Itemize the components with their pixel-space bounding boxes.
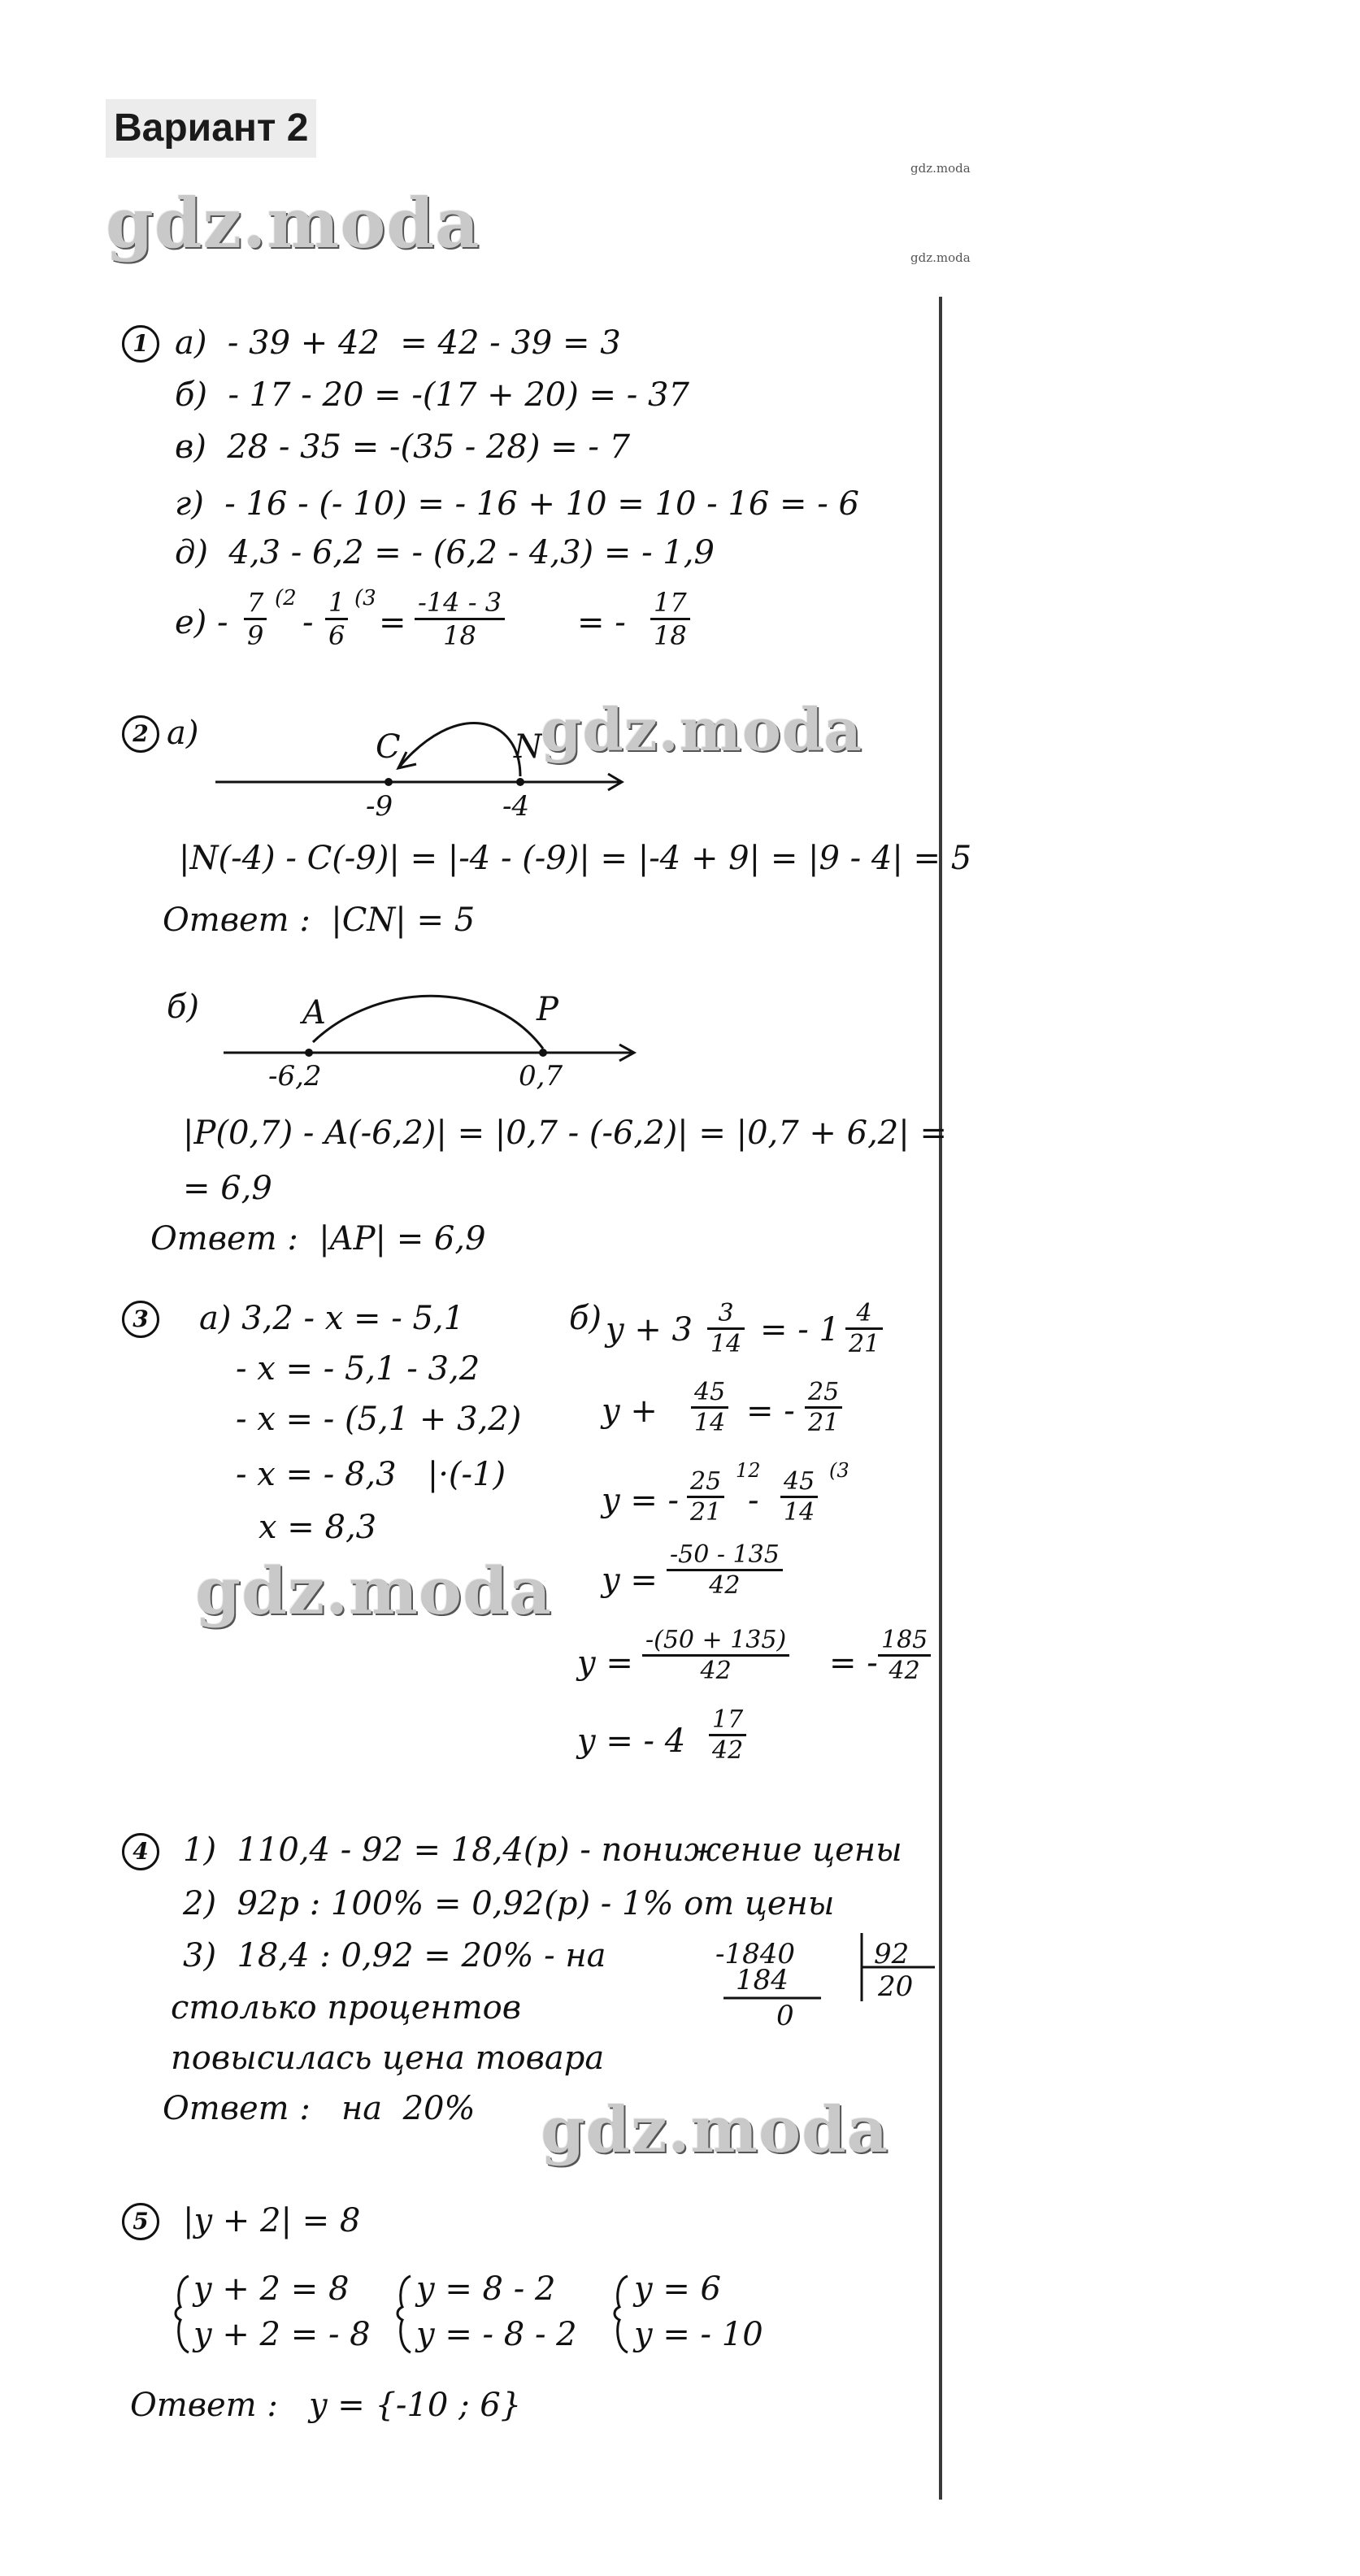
tick-label: -4 <box>502 790 530 823</box>
task-line: |y + 2| = 8 <box>183 2202 361 2239</box>
subtask-label: б) <box>569 1300 602 1337</box>
tick-label: 0,7 <box>519 1060 563 1093</box>
watermark-logo: gdz.moda <box>195 1553 552 1629</box>
fraction: $\frac{-14 - 3}{18}$ <box>415 587 505 651</box>
fraction: $\frac{25}{21}$ <box>805 1378 842 1437</box>
task-line: x = 8,3 <box>259 1509 377 1546</box>
task-line: а) 3,2 - x = - 5,1 <box>199 1300 465 1337</box>
task-number: 1 <box>122 325 159 363</box>
brace <box>176 2276 189 2352</box>
task-line: - x = - (5,1 + 3,2) <box>236 1401 522 1438</box>
task-line: б) - 17 - 20 = -(17 + 20) = - 37 <box>175 376 689 414</box>
equation-part: y = - 4 <box>577 1722 686 1760</box>
brace <box>398 2276 411 2352</box>
equation-part: y + 3 <box>606 1311 693 1349</box>
division-dividend: -1840 <box>715 1938 796 1970</box>
margin-line <box>939 297 942 2500</box>
task-line: в) 28 - 35 = -(35 - 28) = - 7 <box>175 428 631 466</box>
equation-part: y = - <box>602 1482 680 1519</box>
fraction: $\frac{1}{6}$ <box>325 587 348 651</box>
answer-line: Ответ : |CN| = 5 <box>163 901 476 939</box>
arc-arrow <box>398 723 520 776</box>
task-line: повысилась цена товара <box>171 2040 605 2077</box>
point-n-dot <box>516 778 524 786</box>
equation-part: = - <box>746 1392 795 1430</box>
fraction: $\frac{7}{9}$ <box>244 587 267 651</box>
arc-arrowhead <box>398 752 416 768</box>
fraction: $\frac{17}{18}$ <box>650 587 690 651</box>
task-number: 3 <box>122 1301 159 1338</box>
variant-title: Вариант 2 <box>106 99 316 158</box>
watermark-logo: gdz.moda <box>106 183 480 263</box>
axis-arrow <box>619 1045 634 1061</box>
division-subtrahend: 184 <box>736 1964 789 1996</box>
equation-part: = - <box>829 1644 878 1682</box>
task-line: 1) 110,4 - 92 = 18,4(р) - понижение цены <box>183 1831 902 1869</box>
brace <box>615 2276 628 2352</box>
task-line: е) - <box>175 604 228 641</box>
equation-part: y = <box>577 1644 633 1682</box>
system-line: y = - 10 <box>634 2316 763 2353</box>
fraction: $\frac{3}{14}$ <box>707 1299 745 1358</box>
factor-superscript: 12 <box>736 1459 761 1482</box>
fraction: $\frac{-(50 + 135)}{42}$ <box>642 1626 789 1685</box>
task-number: 4 <box>122 1833 159 1870</box>
fraction: $\frac{4}{21}$ <box>845 1299 883 1358</box>
system-line: y = 6 <box>634 2270 721 2308</box>
system-line: y = - 8 - 2 <box>416 2316 577 2353</box>
point-p-dot <box>539 1049 547 1057</box>
system-line: y = 8 - 2 <box>416 2270 556 2308</box>
answer-line: Ответ : y = {-10 ; 6} <box>130 2387 522 2424</box>
task-line: г) - 16 - (- 10) = - 16 + 10 = 10 - 16 = - 6 <box>175 485 859 523</box>
answer-line: Ответ : на 20% <box>163 2090 476 2127</box>
operator: - <box>302 604 314 641</box>
equation-part: y = <box>602 1562 658 1599</box>
fraction: $\frac{45}{14}$ <box>780 1467 818 1527</box>
task-line: а) - 39 + 42 = 42 - 39 = 3 <box>175 324 621 362</box>
division-remainder: 0 <box>776 2000 794 2032</box>
task-line: д) 4,3 - 6,2 = - (6,2 - 4,3) = - 1,9 <box>175 534 715 571</box>
subtask-label: б) <box>167 988 200 1026</box>
operator: = - <box>577 604 626 641</box>
equation-part: - <box>748 1482 759 1519</box>
point-label: A <box>302 994 326 1032</box>
task-line: - x = - 5,1 - 3,2 <box>236 1350 480 1388</box>
task-number: 5 <box>122 2203 159 2240</box>
fraction: $\frac{25}{21}$ <box>687 1467 724 1527</box>
factor-superscript: (3 <box>829 1459 849 1482</box>
task-line: столько процентов <box>171 1989 522 2026</box>
fraction: $\frac{-50 - 135}{42}$ <box>667 1540 783 1600</box>
fraction: $\frac{45}{14}$ <box>691 1378 728 1437</box>
point-a-dot <box>305 1049 313 1057</box>
subtask-label: а) <box>167 715 199 752</box>
tick-label: -6,2 <box>268 1060 322 1093</box>
operator: = <box>379 604 406 641</box>
axis-arrow <box>608 774 622 790</box>
arc <box>313 996 543 1049</box>
system-line: y + 2 = - 8 <box>193 2316 371 2353</box>
equation-part: y + <box>602 1392 658 1430</box>
task-number: 2 <box>122 715 159 753</box>
point-label: P <box>537 991 558 1028</box>
division-divisor: 92 <box>874 1938 910 1970</box>
point-label: C <box>376 728 401 766</box>
tick-label: -9 <box>366 790 393 823</box>
watermark-small: gdz.moda <box>910 161 971 176</box>
watermark-logo: gdz.moda <box>541 2093 889 2167</box>
system-line: y + 2 = 8 <box>193 2270 350 2308</box>
equation-part: = - 1 <box>760 1311 840 1349</box>
watermark-small: gdz.moda <box>910 250 971 265</box>
fraction: $\frac{17}{42}$ <box>709 1705 746 1765</box>
task-line: 2) 92р : 100% = 0,92(р) - 1% от цены <box>183 1885 835 1922</box>
point-c-dot <box>385 778 393 786</box>
division-quotient: 20 <box>878 1970 914 2003</box>
task-line: = 6,9 <box>183 1170 272 1207</box>
task-line: |N(-4) - C(-9)| = |-4 - (-9)| = |-4 + 9| = |9 - 4| = 5 <box>179 840 972 877</box>
fraction: $\frac{185}{42}$ <box>878 1626 931 1685</box>
watermark-logo: gdz.moda <box>541 695 862 764</box>
factor-superscript: (2 <box>275 586 297 610</box>
factor-superscript: (3 <box>354 586 376 610</box>
task-line: - x = - 8,3 |·(-1) <box>236 1456 506 1493</box>
point-label: N <box>514 728 542 766</box>
answer-line: Ответ : |AP| = 6,9 <box>150 1220 486 1258</box>
task-line: |P(0,7) - A(-6,2)| = |0,7 - (-6,2)| = |0,7 + 6,2| = <box>183 1114 947 1152</box>
task-line: 3) 18,4 : 0,92 = 20% - на <box>183 1937 606 1974</box>
